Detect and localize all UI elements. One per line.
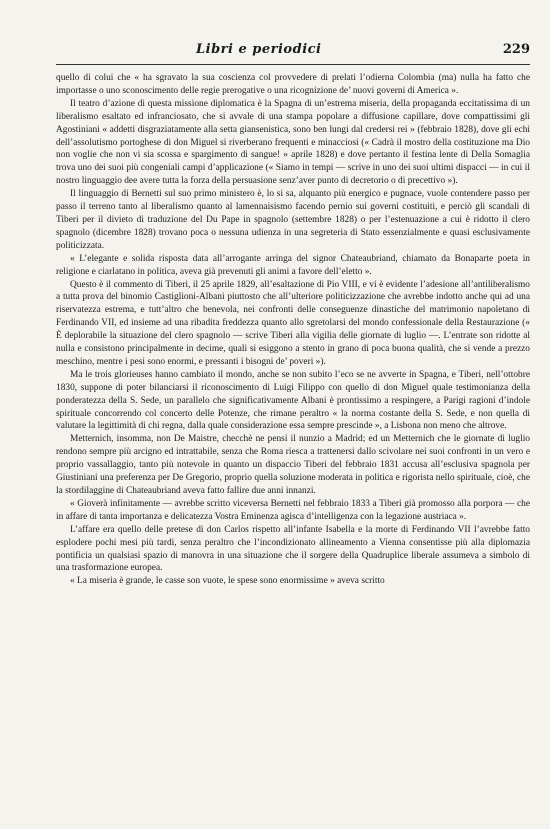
paragraph: « Gioverà infinitamente — avrebbe scritto viceversa Bernetti nel febbraio 1833 a Tiberi già promosso alla porpora — che in affare di tanta importanza e delicatezza Vostra Eminenza agisca d’intelligenza con la legazione austriaca ». bbox=[56, 498, 530, 522]
paragraph: « L’elegante e solida risposta data all’arrogante arringa del signor Chateaubriand, chiamato da Bonaparte poeta in religione e ciarlatano in politica, aveva già prevenuti gli animi a favore dell’eletto ». bbox=[56, 253, 530, 277]
paragraph: « La miseria è grande, le casse son vuote, le spese sono enormissime » aveva scritto bbox=[70, 576, 385, 587]
paragraph: quello di colui che « ha sgravato la sua coscienza col provvedere di prelati l’odierna Colombia (ma) nulla ha fatto che importasse o uno sconoscimento delle regie prerogative o una ricognizione de’ nuovi governi di America ». bbox=[56, 73, 530, 96]
paragraph: Ma le trois glorieuses hanno cambiato il mondo, anche se non subito l’eco se ne avverte in Spagna, e Tiberi, nell’ottobre 1830, suppone di poter bilanciarsi il riconoscimento di Luigi Filippo con quello di don Miguel quale testimonianza della ponderatezza della S. Sede, un parallelo che significativamente Albani è prontissimo a respingere, a Parigi ragioni d’indole spirituale concorrendo col concerto delle Potenze, che rimane peraltro « la norma costante della S. Sede, e non quella di valutare la legittimità di chi regna, dalla quale considerazione essa sempre prescinde », a Lisbona non meno che altrove. bbox=[56, 369, 530, 432]
page-number: 229 bbox=[502, 42, 530, 57]
page-header bbox=[56, 42, 530, 66]
paragraph: Il teatro d’azione di questa missione diplomatica è la Spagna di un’estrema miseria, della propaganda eccitatissima di un liberalismo esaltato ed infranciosato, che si avvale di una stampa popolare a diffusione capillare, dove compattissimi gli Agostiniani « addetti disgraziatamente alla setta giansenistica, sono ben lungi dal credersi rei » (febbraio 1828), dove gli echi dell’assolutismo portoghese di don Miguel si riverberano frequenti e minacciosi (« Cadrà il mostro della costituzione ma Dio non voglie che non vi sia scossa e spargimento di sangue! » aprile 1828) e dove pertanto il festina lente di Della Somaglia trova uno dei suoi più congeniali campi d’applicazione (« Siamo in tempi — scrive in uno dei suoi ultimi dispacci — in cui il nostro linguaggio dee avere tutta la forza della persuasione senz’aver punto di decretorio o di precettivo »). bbox=[56, 98, 530, 187]
running-title: Libri e periodici bbox=[196, 42, 322, 57]
header-rule bbox=[56, 64, 530, 65]
paragraph: Metternich, insomma, non De Maistre, checchè ne pensi il nunzio a Madrid; ed un Metternich che le giornate di luglio rendono sempre più arcigno ed intrattabile, senza che Roma riesca a trattenersi dallo scivolare nei suoi confronti in un vero e proprio vassallaggio, tanto più notevole in quanto un dispaccio Tiberi del febbraio 1831 accusa all’esclusiva spagnola per Giustiniani una preferenza per De Gregorio, proprio quella soluzione moderata in politica e rigorista nello spirituale, cioè, che la stordilaggine di Chateaubriand aveva fatto fallire due anni innanzi. bbox=[56, 434, 530, 496]
paragraph: L’affare era quello delle pretese di don Carlos rispetto all’infante Isabella e la morte di Ferdinando VII l’avrebbe fatto esplodere pochi mesi più tardi, senza peraltro che l’incondizionato allineamento a Vienna consentisse più alla diplomazia pontificia un qualsiasi spazio di manovra in una situazione che il sorgere della Quadruplice liberale assumeva a simbolo di una trasformazione europea. bbox=[56, 524, 530, 574]
paragraph: Il linguaggio di Bernetti sul suo primo ministero è, lo si sa, alquanto più energico e pugnace, vuole contendere passo per passo il terreno tanto al liberalismo quanto al lamennaisismo facendo pernio sui governi costituiti, e perciò gli scandali di Tiberi per il divieto di traduzione del Du Pape in spagnolo (settembre 1828) o per l’estenuazione a cui è ridotto il clero spagnolo (dicembre 1828) trovano poca o nessuna udienza in una segreteria di Stato essenzialmente e quasi esclusivamente politicizzata. bbox=[56, 189, 530, 251]
paragraph: Questo è il commento di Tiberi, il 25 aprile 1829, all’esaltazione di Pio VIII, e vi è evidente l’adesione all’antiliberalismo a tutta prova del binomio Castiglioni-Albani piuttosto che all’ulteriore politicizzazione che avrebbe indotto anche qui ad una riservatezza estrema, e tutt’altro che benevola, nei confronti delle conseguenze dinastiche del matrimonio napoletano di Ferdinando VII, ed insieme ad una ribadita freddezza quanto allo sgretolarsi del mondo confessionale della Restaurazione (« È deplorabile la situazione del clero spagnolo — scrive Tiberi alla vigilia delle giornate di luglio —. L’entrate son ridotte al nulla e consistono principalmente in decime, quali si esiggono a stento in grano di poca buona qualità, che si vende a prezzo meschino, mentre i pesi sono enormi, e pressanti i bisogni de’ poveri »). bbox=[56, 279, 530, 367]
body-text bbox=[56, 72, 530, 588]
